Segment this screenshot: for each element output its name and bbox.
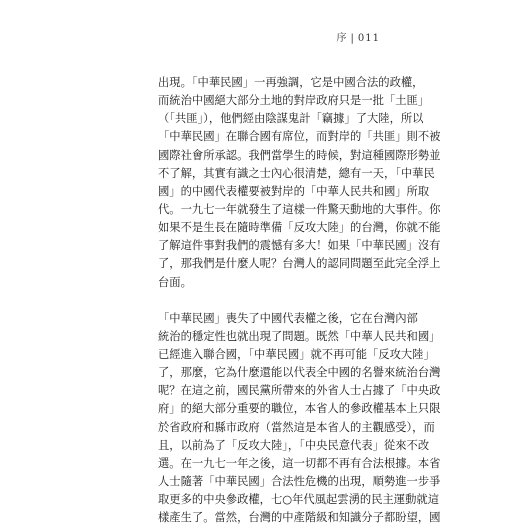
text-line: 國」的中國代表權要被對岸的「中華人民共和國」所取: [158, 184, 430, 198]
text-line: 了解這件事對我們的震憾有多大！如果「中華民國」沒有: [158, 239, 441, 253]
text-line: 了，那我們是什麼人呢？台灣人的認同問題至此完全浮上: [158, 257, 441, 271]
text-line: （「共匪」），他們經由陰謀鬼計「竊據」了大陸，所以: [158, 112, 424, 126]
header-separator: |: [350, 33, 355, 44]
text-line: 如果不是生長在隨時準備「反攻大陸」的台灣，你就不能: [158, 221, 441, 235]
paragraph: [158, 74, 441, 292]
text-line: 了，那麼，它為什麼還能以代表全中國的名譽來統治台灣: [158, 366, 441, 380]
text-line: 樣產生了。當然，台灣的中產階級和知識分子都盼望，國: [158, 511, 441, 525]
text-line: 取更多的中央參政權，七○年代風起雲湧的民主運動就這: [158, 493, 439, 507]
body-text: [158, 74, 441, 527]
running-header: [337, 29, 380, 44]
text-line: 已經進入聯合國，「中華民國」就不再可能「反攻大陸」: [158, 347, 435, 361]
text-line: 統治的穩定性也就出現了問題。既然「中華人民共和國」: [158, 329, 441, 343]
text-line: 呢？在這之前，國民黨所帶來的外省人士占據了「中央政: [158, 384, 441, 398]
text-line: 且，以前為了「反攻大陸」，「中央民意代表」從來不改: [158, 438, 430, 452]
paragraph: [158, 310, 441, 527]
text-line: 出現。「中華民國」一再強調，它是中國合法的政權，: [158, 76, 424, 89]
text-line: 而統治中國絕大部分土地的對岸政府只是一批「土匪」: [158, 94, 430, 108]
text-line: 選。在一九七一年之後，這一切都不再有合法根據。本省: [158, 456, 441, 470]
text-line: 台面。: [158, 275, 192, 289]
text-line: 代。一九七一年就發生了這樣一件驚天動地的大事件。你: [158, 202, 441, 216]
text-line: 府」的絕大部分重要的職位，本省人的參政權基本上只限: [158, 402, 441, 416]
paragraph-gap: [158, 292, 398, 310]
page-number: 011: [357, 33, 380, 44]
text-line: 人士隨著「中華民國」合法性危機的出現，順勢進一步爭: [158, 474, 441, 488]
text-line: 「中華民國」喪失了中國代表權之後，它在台灣內部: [158, 311, 418, 325]
text-line: 「中華民國」在聯合國有席位，而對岸的「共匪」則不被: [158, 130, 441, 144]
section-title: 序: [336, 33, 348, 44]
text-line: 國際社會所承認。我們當學生的時候，對這種國際形勢並: [158, 148, 441, 162]
text-line: 不了解，其實有識之士內心很清楚，總有一天，「中華民: [158, 166, 435, 180]
text-line: 於省政府和縣市政府（當然這是本省人的主觀感受），而: [158, 420, 435, 434]
